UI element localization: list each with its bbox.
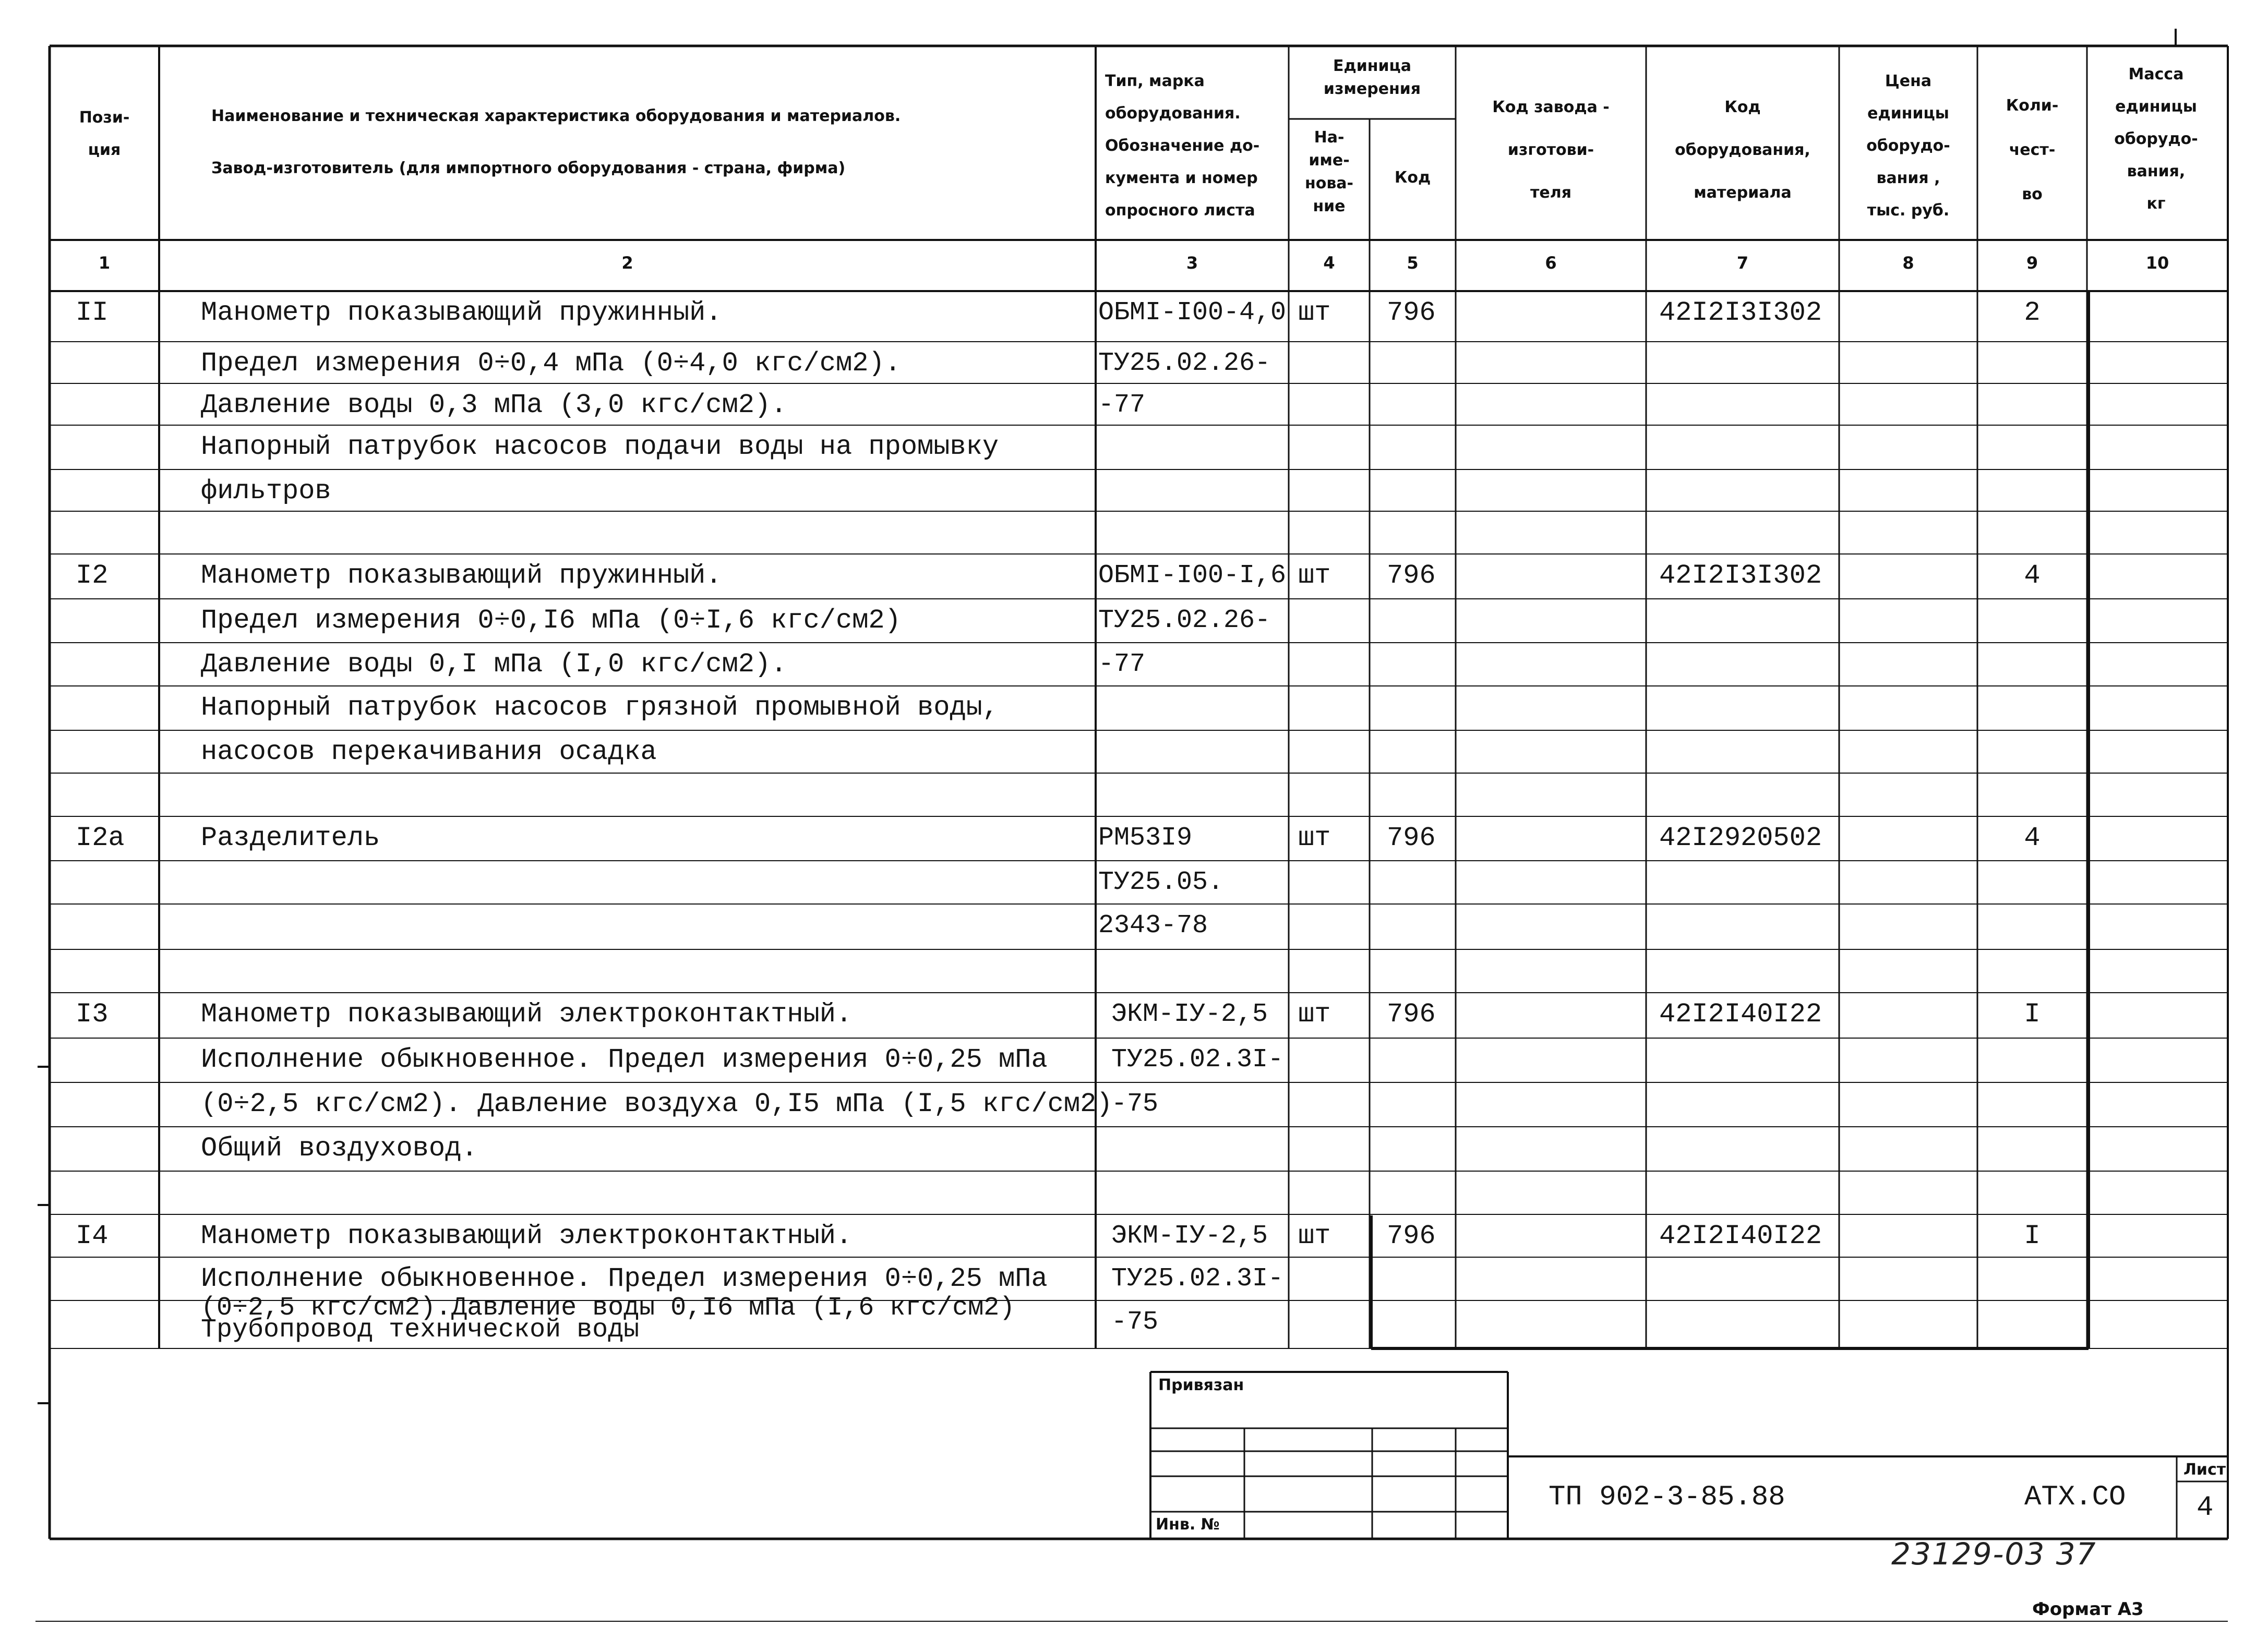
header-unit-group: Единица измерения (1323, 57, 1421, 98)
type-cell: -75 (1111, 1307, 1159, 1337)
name-cell: Общий воздуховод. (201, 1133, 478, 1164)
document-mark: АТХ.СО (2024, 1481, 2126, 1513)
quantity-cell: 4 (2024, 560, 2041, 591)
header-type-mark: Тип, марка оборудования. Обозначение до- кумента и номер опросного листа (1105, 72, 1260, 220)
header-unit-price: Цена единицы оборудо- вания , тыс. руб. (1866, 72, 1950, 220)
name-cell: фильтров (201, 476, 331, 507)
paper-format-label: Формат А3 (2032, 1599, 2144, 1620)
position-cell: I4 (76, 1221, 109, 1251)
type-cell: ОБМI-I00-4,0 (1098, 298, 1287, 328)
unit-code-cell: 796 (1387, 1221, 1436, 1251)
column-number: 1 (98, 253, 111, 273)
name-cell: (0÷2,5 кгс/см2). Давление воздуха 0,I5 мПа (I,5 кгс/см2) (201, 1089, 1113, 1119)
position-cell: I2а (76, 823, 125, 853)
quantity-cell: 2 (2024, 297, 2041, 328)
type-cell: 2343-78 (1098, 911, 1208, 941)
bound-label: Привязан (1158, 1376, 1244, 1394)
header-name-description: Наименование и техническая характеристика оборудования и материалов. Завод-изготовитель (для импортного оборудования - страна, фирма) (211, 107, 901, 177)
position-cell: II (76, 297, 109, 328)
name-cell: Исполнение обыкновенное. Предел измерения 0÷0,25 мПа (201, 1263, 1048, 1294)
equipment-code-cell: 42I2I3I302 (1659, 560, 1822, 591)
type-cell: ТУ25.02.3I- (1111, 1264, 1284, 1294)
name-cell: Манометр показывающий пружинный. (201, 297, 722, 328)
name-cell: насосов перекачивания осадка (201, 737, 657, 767)
type-cell: ЭКМ-IУ-2,5 (1111, 999, 1268, 1029)
column-number: 10 (2145, 253, 2169, 273)
column-number: 7 (1736, 253, 1749, 273)
type-cell: ТУ25.02.26- (1098, 606, 1271, 635)
type-cell: -75 (1111, 1089, 1159, 1119)
type-cell: ТУ25.02.3I- (1111, 1045, 1284, 1075)
unit-code-cell: 796 (1387, 823, 1436, 853)
type-cell: ТУ25.05. (1098, 867, 1224, 897)
overlapping-pipeline-note: Трубопровод технической воды (201, 1315, 640, 1345)
header-unit-name: На- име- нова- ние (1304, 128, 1354, 215)
name-cell: Напорный патрубок насосов подачи воды на промывку (201, 431, 999, 462)
column-number: 9 (2026, 253, 2038, 273)
name-cell: Предел измерения 0÷0,I6 мПа (0÷I,6 кгс/см2) (201, 605, 901, 636)
name-cell: (0÷2,5 кгс/см2).Давление воды 0,I6 мПа (I,6 кгс/см2) (201, 1293, 1015, 1323)
position-cell: I2 (76, 560, 109, 591)
header-equipment-code: Код оборудования, материала (1675, 98, 1810, 202)
equipment-code-cell: 42I2I40I22 (1659, 1221, 1822, 1251)
name-cell: Напорный патрубок насосов грязной промывной воды, (201, 692, 999, 723)
name-cell: Манометр показывающий электроконтактный. (201, 1221, 853, 1251)
header-factory-code: Код завода - изготови- теля (1492, 98, 1610, 202)
sheet-number: 4 (2197, 1492, 2214, 1524)
header-quantity: Коли- чест- во (2006, 97, 2059, 203)
unit-cell: шт (1298, 999, 1331, 1030)
equipment-code-cell: 42I2I40I22 (1659, 999, 1822, 1030)
unit-cell: шт (1298, 1221, 1331, 1251)
column-number: 8 (1902, 253, 1914, 273)
inventory-number-label: Инв. № (1156, 1515, 1220, 1534)
equipment-code-cell: 42I2I3I302 (1659, 297, 1822, 328)
type-cell: -77 (1098, 390, 1146, 420)
unit-cell: шт (1298, 560, 1331, 591)
name-cell: Давление воды 0,I мПа (I,0 кгс/см2). (201, 649, 787, 680)
quantity-cell: I (2024, 1221, 2041, 1251)
type-cell: -77 (1098, 649, 1146, 679)
quantity-cell: I (2024, 999, 2041, 1030)
position-cell: I3 (76, 999, 109, 1030)
column-number: 3 (1186, 253, 1198, 273)
name-cell: Разделитель (201, 823, 380, 853)
name-cell: Манометр показывающий электроконтактный. (201, 999, 853, 1030)
type-cell: ОБМI-I00-I,6 (1098, 561, 1287, 590)
sheet-label: Лист (2183, 1461, 2226, 1479)
name-cell: Исполнение обыкновенное. Предел измерения 0÷0,25 мПа (201, 1044, 1048, 1075)
type-cell: ЭКМ-IУ-2,5 (1111, 1221, 1268, 1251)
header-unit-mass: Масса единицы оборудо- вания, кг (2114, 65, 2198, 213)
column-number: 6 (1545, 253, 1557, 273)
equipment-code-cell: 42I2920502 (1659, 823, 1822, 853)
unit-code-cell: 796 (1387, 297, 1436, 328)
unit-cell: шт (1298, 297, 1331, 328)
type-cell: ТУ25.02.26- (1098, 348, 1271, 378)
unit-code-cell: 796 (1387, 560, 1436, 591)
unit-cell: шт (1298, 823, 1331, 853)
name-cell: Давление воды 0,3 мПа (3,0 кгс/см2). (201, 390, 787, 420)
type-cell: РМ53I9 (1098, 823, 1193, 853)
name-cell: Манометр показывающий пружинный. (201, 560, 722, 591)
handwritten-archive-number: 23129-03 37 (1891, 1536, 2097, 1572)
column-number: 2 (621, 253, 633, 273)
column-number: 5 (1407, 253, 1419, 273)
unit-code-cell: 796 (1387, 999, 1436, 1030)
column-number: 4 (1323, 253, 1335, 273)
name-cell: Предел измерения 0÷0,4 мПа (0÷4,0 кгс/см2). (201, 348, 901, 379)
header-unit-code: Код (1394, 168, 1431, 187)
header-position: Пози- ция (79, 109, 130, 159)
quantity-cell: 4 (2024, 823, 2041, 853)
document-code: ТП 902-3-85.88 (1549, 1481, 1785, 1513)
